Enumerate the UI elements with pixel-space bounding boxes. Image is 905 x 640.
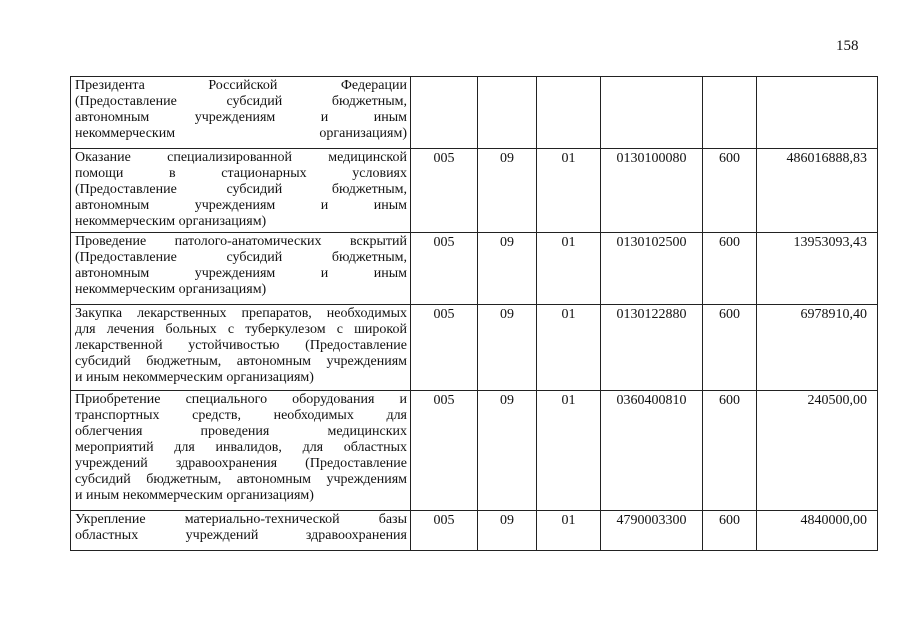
description-line: учреждений здравоохранения (Предоставление xyxy=(75,456,407,471)
description-line: и иным некоммерческим организациям) xyxy=(75,488,314,503)
description-line: областных учреждений здравоохранения xyxy=(75,528,407,543)
expense-description xyxy=(71,149,411,233)
subsection-code-cell xyxy=(537,77,601,149)
amount-cell: 6978910,40 xyxy=(757,305,878,391)
expense-type-cell: 600 xyxy=(703,511,757,551)
description-line: Оказание специализированной медицинской xyxy=(75,150,407,165)
description-line: некоммерческим организациям) xyxy=(75,214,267,229)
description-line: автономным учреждениям и иным xyxy=(75,110,407,125)
section-code-cell: 09 xyxy=(478,391,537,511)
amount-cell: 486016888,83 xyxy=(757,149,878,233)
expense-description xyxy=(71,77,411,149)
table-row xyxy=(71,233,878,305)
target-article-cell: 0130100080 xyxy=(601,149,703,233)
expense-description xyxy=(71,305,411,391)
description-line: (Предоставление субсидий бюджетным, xyxy=(75,250,407,265)
description-line: транспортных средств, необходимых для xyxy=(75,408,407,423)
description-line: Закупка лекарственных препаратов, необходимых xyxy=(75,306,407,321)
expense-type-cell: 600 xyxy=(703,391,757,511)
description-line: автономным учреждениям и иным xyxy=(75,198,407,213)
target-article-cell xyxy=(601,77,703,149)
description-line: Проведение патолого-анатомических вскрытий xyxy=(75,234,407,249)
ministry-code-cell: 005 xyxy=(411,233,478,305)
subsection-code-cell: 01 xyxy=(537,149,601,233)
section-code-cell xyxy=(478,77,537,149)
description-line: (Предоставление субсидий бюджетным, xyxy=(75,182,407,197)
description-line: некоммерческим организациям) xyxy=(75,126,407,141)
ministry-code-cell: 005 xyxy=(411,511,478,551)
section-code-cell: 09 xyxy=(478,233,537,305)
amount-cell: 4840000,00 xyxy=(757,511,878,551)
table-row xyxy=(71,511,878,551)
subsection-code-cell: 01 xyxy=(537,511,601,551)
budget-table xyxy=(70,76,878,551)
expense-description xyxy=(71,511,411,551)
description-line: мероприятий для инвалидов, для областных xyxy=(75,440,407,455)
subsection-code-cell: 01 xyxy=(537,391,601,511)
expense-type-cell xyxy=(703,77,757,149)
budget-table-body xyxy=(71,77,878,551)
expense-type-cell: 600 xyxy=(703,149,757,233)
amount-cell: 240500,00 xyxy=(757,391,878,511)
subsection-code-cell: 01 xyxy=(537,305,601,391)
amount-cell: 13953093,43 xyxy=(757,233,878,305)
expense-type-cell: 600 xyxy=(703,305,757,391)
description-line: помощи в стационарных условиях xyxy=(75,166,407,181)
table-row xyxy=(71,77,878,149)
description-line: автономным учреждениям и иным xyxy=(75,266,407,281)
description-line: Укрепление материально-технической базы xyxy=(75,512,407,527)
target-article-cell: 0130122880 xyxy=(601,305,703,391)
description-line: лекарственной устойчивостью (Предоставление xyxy=(75,338,407,353)
target-article-cell: 0130102500 xyxy=(601,233,703,305)
ministry-code-cell: 005 xyxy=(411,391,478,511)
subsection-code-cell: 01 xyxy=(537,233,601,305)
ministry-code-cell: 005 xyxy=(411,305,478,391)
description-line: облегчения проведения медицинских xyxy=(75,424,407,439)
table-row xyxy=(71,149,878,233)
page-number: 158 xyxy=(836,38,859,54)
description-line: (Предоставление субсидий бюджетным, xyxy=(75,94,407,109)
table-row xyxy=(71,305,878,391)
description-line: для лечения больных с туберкулезом с широкой xyxy=(75,322,407,337)
section-code-cell: 09 xyxy=(478,149,537,233)
table-row xyxy=(71,391,878,511)
target-article-cell: 0360400810 xyxy=(601,391,703,511)
ministry-code-cell: 005 xyxy=(411,149,478,233)
description-line: субсидий бюджетным, автономным учреждениям xyxy=(75,472,407,487)
description-line: субсидий бюджетным, автономным учреждениям xyxy=(75,354,407,369)
target-article-cell: 4790003300 xyxy=(601,511,703,551)
description-line: Приобретение специального оборудования и xyxy=(75,392,407,407)
amount-cell xyxy=(757,77,878,149)
expense-description xyxy=(71,233,411,305)
section-code-cell: 09 xyxy=(478,305,537,391)
expense-type-cell: 600 xyxy=(703,233,757,305)
expense-description xyxy=(71,391,411,511)
description-line: некоммерческим организациям) xyxy=(75,282,267,297)
ministry-code-cell xyxy=(411,77,478,149)
description-line: и иным некоммерческим организациям) xyxy=(75,370,314,385)
description-line: Президента Российской Федерации xyxy=(75,78,407,93)
section-code-cell: 09 xyxy=(478,511,537,551)
